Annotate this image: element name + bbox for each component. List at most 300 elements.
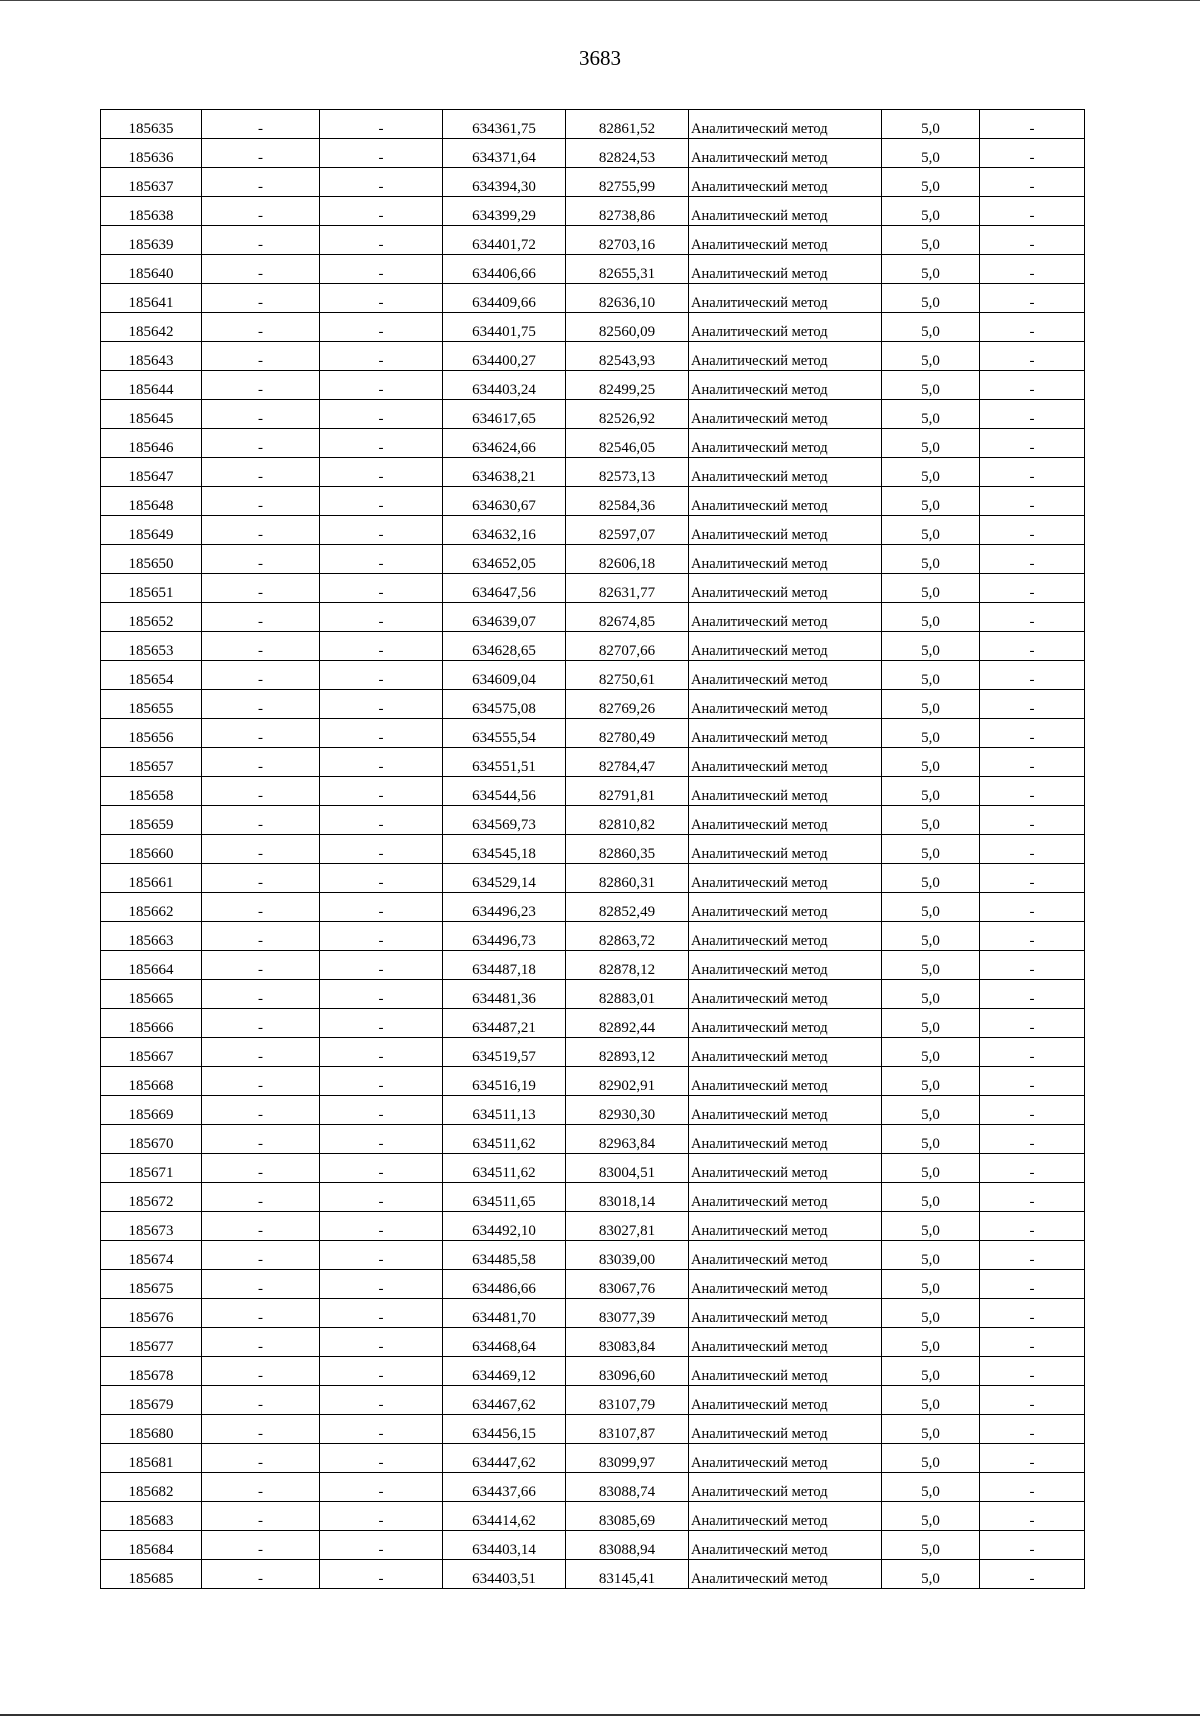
x-coordinate-cell: 634639,07 — [443, 603, 566, 632]
description-cell: - — [980, 1299, 1085, 1328]
x-coordinate-cell: 634403,24 — [443, 371, 566, 400]
table-row — [101, 458, 1085, 487]
x-coordinate-cell: 634361,75 — [443, 110, 566, 139]
description-cell: - — [980, 1357, 1085, 1386]
empty-x-cell: - — [202, 661, 320, 690]
x-coordinate-cell: 634628,65 — [443, 632, 566, 661]
table-row — [101, 951, 1085, 980]
table-row — [101, 284, 1085, 313]
y-coordinate-cell: 83039,00 — [566, 1241, 689, 1270]
method-cell: Аналитический метод — [689, 1125, 882, 1154]
table-row — [101, 255, 1085, 284]
coordinates-table-container — [100, 109, 1084, 1589]
x-coordinate-cell: 634437,66 — [443, 1473, 566, 1502]
point-number-cell: 185671 — [101, 1154, 202, 1183]
empty-y-cell: - — [320, 1009, 443, 1038]
empty-y-cell: - — [320, 1125, 443, 1154]
accuracy-cell: 5,0 — [882, 139, 980, 168]
accuracy-cell: 5,0 — [882, 980, 980, 1009]
empty-y-cell: - — [320, 139, 443, 168]
description-cell: - — [980, 777, 1085, 806]
point-number-cell: 185654 — [101, 661, 202, 690]
accuracy-cell: 5,0 — [882, 226, 980, 255]
empty-x-cell: - — [202, 1560, 320, 1589]
accuracy-cell: 5,0 — [882, 748, 980, 777]
point-number-cell: 185674 — [101, 1241, 202, 1270]
method-cell: Аналитический метод — [689, 342, 882, 371]
y-coordinate-cell: 83083,84 — [566, 1328, 689, 1357]
empty-x-cell: - — [202, 1009, 320, 1038]
table-row — [101, 632, 1085, 661]
accuracy-cell: 5,0 — [882, 1473, 980, 1502]
x-coordinate-cell: 634575,08 — [443, 690, 566, 719]
accuracy-cell: 5,0 — [882, 806, 980, 835]
point-number-cell: 185650 — [101, 545, 202, 574]
x-coordinate-cell: 634511,62 — [443, 1154, 566, 1183]
accuracy-cell: 5,0 — [882, 1096, 980, 1125]
table-row — [101, 1473, 1085, 1502]
y-coordinate-cell: 82769,26 — [566, 690, 689, 719]
x-coordinate-cell: 634401,75 — [443, 313, 566, 342]
method-cell: Аналитический метод — [689, 1241, 882, 1270]
table-row — [101, 1096, 1085, 1125]
accuracy-cell: 5,0 — [882, 487, 980, 516]
point-number-cell: 185669 — [101, 1096, 202, 1125]
point-number-cell: 185651 — [101, 574, 202, 603]
x-coordinate-cell: 634400,27 — [443, 342, 566, 371]
empty-y-cell: - — [320, 893, 443, 922]
table-row — [101, 226, 1085, 255]
empty-y-cell: - — [320, 922, 443, 951]
method-cell: Аналитический метод — [689, 139, 882, 168]
x-coordinate-cell: 634394,30 — [443, 168, 566, 197]
description-cell: - — [980, 284, 1085, 313]
x-coordinate-cell: 634632,16 — [443, 516, 566, 545]
description-cell: - — [980, 197, 1085, 226]
table-row — [101, 110, 1085, 139]
description-cell: - — [980, 748, 1085, 777]
empty-x-cell: - — [202, 1357, 320, 1386]
empty-y-cell: - — [320, 1154, 443, 1183]
y-coordinate-cell: 82636,10 — [566, 284, 689, 313]
method-cell: Аналитический метод — [689, 1444, 882, 1473]
x-coordinate-cell: 634399,29 — [443, 197, 566, 226]
accuracy-cell: 5,0 — [882, 313, 980, 342]
y-coordinate-cell: 82707,66 — [566, 632, 689, 661]
accuracy-cell: 5,0 — [882, 110, 980, 139]
empty-x-cell: - — [202, 1531, 320, 1560]
y-coordinate-cell: 82499,25 — [566, 371, 689, 400]
point-number-cell: 185684 — [101, 1531, 202, 1560]
description-cell: - — [980, 1560, 1085, 1589]
empty-y-cell: - — [320, 284, 443, 313]
empty-y-cell: - — [320, 545, 443, 574]
x-coordinate-cell: 634469,12 — [443, 1357, 566, 1386]
empty-y-cell: - — [320, 1270, 443, 1299]
empty-x-cell: - — [202, 255, 320, 284]
description-cell: - — [980, 864, 1085, 893]
point-number-cell: 185645 — [101, 400, 202, 429]
description-cell: - — [980, 1473, 1085, 1502]
accuracy-cell: 5,0 — [882, 1560, 980, 1589]
point-number-cell: 185685 — [101, 1560, 202, 1589]
table-row — [101, 1502, 1085, 1531]
empty-x-cell: - — [202, 342, 320, 371]
empty-x-cell: - — [202, 226, 320, 255]
empty-y-cell: - — [320, 255, 443, 284]
description-cell: - — [980, 1241, 1085, 1270]
accuracy-cell: 5,0 — [882, 1038, 980, 1067]
accuracy-cell: 5,0 — [882, 1299, 980, 1328]
x-coordinate-cell: 634516,19 — [443, 1067, 566, 1096]
empty-y-cell: - — [320, 1444, 443, 1473]
table-row — [101, 1241, 1085, 1270]
point-number-cell: 185639 — [101, 226, 202, 255]
point-number-cell: 185664 — [101, 951, 202, 980]
table-row — [101, 1212, 1085, 1241]
accuracy-cell: 5,0 — [882, 516, 980, 545]
y-coordinate-cell: 83088,94 — [566, 1531, 689, 1560]
description-cell: - — [980, 1154, 1085, 1183]
x-coordinate-cell: 634414,62 — [443, 1502, 566, 1531]
description-cell: - — [980, 1125, 1085, 1154]
point-number-cell: 185676 — [101, 1299, 202, 1328]
y-coordinate-cell: 82597,07 — [566, 516, 689, 545]
description-cell: - — [980, 1386, 1085, 1415]
empty-x-cell: - — [202, 1328, 320, 1357]
empty-x-cell: - — [202, 951, 320, 980]
table-body — [101, 110, 1085, 1589]
accuracy-cell: 5,0 — [882, 632, 980, 661]
method-cell: Аналитический метод — [689, 284, 882, 313]
y-coordinate-cell: 82780,49 — [566, 719, 689, 748]
point-number-cell: 185663 — [101, 922, 202, 951]
method-cell: Аналитический метод — [689, 1473, 882, 1502]
empty-y-cell: - — [320, 748, 443, 777]
empty-x-cell: - — [202, 545, 320, 574]
point-number-cell: 185653 — [101, 632, 202, 661]
point-number-cell: 185656 — [101, 719, 202, 748]
x-coordinate-cell: 634551,51 — [443, 748, 566, 777]
table-row — [101, 748, 1085, 777]
table-row — [101, 371, 1085, 400]
method-cell: Аналитический метод — [689, 1096, 882, 1125]
empty-x-cell: - — [202, 1241, 320, 1270]
accuracy-cell: 5,0 — [882, 922, 980, 951]
accuracy-cell: 5,0 — [882, 197, 980, 226]
method-cell: Аналитический метод — [689, 1299, 882, 1328]
empty-x-cell: - — [202, 864, 320, 893]
x-coordinate-cell: 634544,56 — [443, 777, 566, 806]
empty-x-cell: - — [202, 1444, 320, 1473]
x-coordinate-cell: 634487,18 — [443, 951, 566, 980]
empty-y-cell: - — [320, 980, 443, 1009]
empty-x-cell: - — [202, 690, 320, 719]
accuracy-cell: 5,0 — [882, 545, 980, 574]
x-coordinate-cell: 634456,15 — [443, 1415, 566, 1444]
empty-x-cell: - — [202, 1415, 320, 1444]
y-coordinate-cell: 82860,31 — [566, 864, 689, 893]
method-cell: Аналитический метод — [689, 487, 882, 516]
y-coordinate-cell: 82930,30 — [566, 1096, 689, 1125]
point-number-cell: 185666 — [101, 1009, 202, 1038]
empty-x-cell: - — [202, 777, 320, 806]
description-cell: - — [980, 661, 1085, 690]
y-coordinate-cell: 82526,92 — [566, 400, 689, 429]
description-cell: - — [980, 1531, 1085, 1560]
point-number-cell: 185648 — [101, 487, 202, 516]
accuracy-cell: 5,0 — [882, 342, 980, 371]
table-row — [101, 661, 1085, 690]
method-cell: Аналитический метод — [689, 980, 882, 1009]
point-number-cell: 185668 — [101, 1067, 202, 1096]
point-number-cell: 185660 — [101, 835, 202, 864]
method-cell: Аналитический метод — [689, 1502, 882, 1531]
method-cell: Аналитический метод — [689, 197, 882, 226]
y-coordinate-cell: 82852,49 — [566, 893, 689, 922]
empty-x-cell: - — [202, 1038, 320, 1067]
table-row — [101, 864, 1085, 893]
method-cell: Аналитический метод — [689, 835, 882, 864]
method-cell: Аналитический метод — [689, 1038, 882, 1067]
description-cell: - — [980, 1067, 1085, 1096]
description-cell: - — [980, 226, 1085, 255]
description-cell: - — [980, 168, 1085, 197]
accuracy-cell: 5,0 — [882, 603, 980, 632]
empty-y-cell: - — [320, 574, 443, 603]
empty-y-cell: - — [320, 719, 443, 748]
accuracy-cell: 5,0 — [882, 1154, 980, 1183]
method-cell: Аналитический метод — [689, 806, 882, 835]
table-row — [101, 313, 1085, 342]
empty-y-cell: - — [320, 632, 443, 661]
empty-x-cell: - — [202, 139, 320, 168]
y-coordinate-cell: 82573,13 — [566, 458, 689, 487]
empty-y-cell: - — [320, 1299, 443, 1328]
table-row — [101, 342, 1085, 371]
x-coordinate-cell: 634403,14 — [443, 1531, 566, 1560]
x-coordinate-cell: 634467,62 — [443, 1386, 566, 1415]
description-cell: - — [980, 342, 1085, 371]
y-coordinate-cell: 82893,12 — [566, 1038, 689, 1067]
point-number-cell: 185640 — [101, 255, 202, 284]
empty-y-cell: - — [320, 516, 443, 545]
table-row — [101, 1009, 1085, 1038]
empty-y-cell: - — [320, 1357, 443, 1386]
accuracy-cell: 5,0 — [882, 1212, 980, 1241]
point-number-cell: 185655 — [101, 690, 202, 719]
method-cell: Аналитический метод — [689, 748, 882, 777]
empty-y-cell: - — [320, 313, 443, 342]
empty-y-cell: - — [320, 1241, 443, 1270]
empty-x-cell: - — [202, 1125, 320, 1154]
table-row — [101, 1444, 1085, 1473]
point-number-cell: 185638 — [101, 197, 202, 226]
method-cell: Аналитический метод — [689, 1357, 882, 1386]
description-cell: - — [980, 516, 1085, 545]
y-coordinate-cell: 82738,86 — [566, 197, 689, 226]
x-coordinate-cell: 634468,64 — [443, 1328, 566, 1357]
page-number: 3683 — [579, 46, 621, 70]
y-coordinate-cell: 82892,44 — [566, 1009, 689, 1038]
method-cell: Аналитический метод — [689, 313, 882, 342]
x-coordinate-cell: 634630,67 — [443, 487, 566, 516]
point-number-cell: 185675 — [101, 1270, 202, 1299]
accuracy-cell: 5,0 — [882, 690, 980, 719]
empty-x-cell: - — [202, 1270, 320, 1299]
empty-x-cell: - — [202, 1183, 320, 1212]
method-cell: Аналитический метод — [689, 458, 882, 487]
table-row — [101, 603, 1085, 632]
description-cell: - — [980, 806, 1085, 835]
empty-x-cell: - — [202, 835, 320, 864]
description-cell: - — [980, 429, 1085, 458]
empty-x-cell: - — [202, 313, 320, 342]
x-coordinate-cell: 634496,73 — [443, 922, 566, 951]
method-cell: Аналитический метод — [689, 545, 882, 574]
empty-x-cell: - — [202, 1154, 320, 1183]
y-coordinate-cell: 82750,61 — [566, 661, 689, 690]
method-cell: Аналитический метод — [689, 226, 882, 255]
y-coordinate-cell: 82902,91 — [566, 1067, 689, 1096]
method-cell: Аналитический метод — [689, 1270, 882, 1299]
empty-y-cell: - — [320, 371, 443, 400]
empty-y-cell: - — [320, 1386, 443, 1415]
accuracy-cell: 5,0 — [882, 1125, 980, 1154]
point-number-cell: 185662 — [101, 893, 202, 922]
table-row — [101, 197, 1085, 226]
description-cell: - — [980, 980, 1085, 1009]
x-coordinate-cell: 634486,66 — [443, 1270, 566, 1299]
x-coordinate-cell: 634511,13 — [443, 1096, 566, 1125]
point-number-cell: 185659 — [101, 806, 202, 835]
description-cell: - — [980, 458, 1085, 487]
accuracy-cell: 5,0 — [882, 400, 980, 429]
x-coordinate-cell: 634485,58 — [443, 1241, 566, 1270]
empty-y-cell: - — [320, 1067, 443, 1096]
method-cell: Аналитический метод — [689, 603, 882, 632]
method-cell: Аналитический метод — [689, 1415, 882, 1444]
empty-y-cell: - — [320, 603, 443, 632]
table-row — [101, 516, 1085, 545]
point-number-cell: 185683 — [101, 1502, 202, 1531]
empty-x-cell: - — [202, 1502, 320, 1531]
accuracy-cell: 5,0 — [882, 1328, 980, 1357]
empty-x-cell: - — [202, 574, 320, 603]
accuracy-cell: 5,0 — [882, 1415, 980, 1444]
description-cell: - — [980, 719, 1085, 748]
description-cell: - — [980, 1444, 1085, 1473]
table-row — [101, 1183, 1085, 1212]
empty-x-cell: - — [202, 719, 320, 748]
point-number-cell: 185642 — [101, 313, 202, 342]
accuracy-cell: 5,0 — [882, 893, 980, 922]
x-coordinate-cell: 634371,64 — [443, 139, 566, 168]
y-coordinate-cell: 82883,01 — [566, 980, 689, 1009]
method-cell: Аналитический метод — [689, 922, 882, 951]
description-cell: - — [980, 400, 1085, 429]
y-coordinate-cell: 82560,09 — [566, 313, 689, 342]
empty-y-cell: - — [320, 487, 443, 516]
x-coordinate-cell: 634406,66 — [443, 255, 566, 284]
method-cell: Аналитический метод — [689, 690, 882, 719]
y-coordinate-cell: 83067,76 — [566, 1270, 689, 1299]
table-row — [101, 1154, 1085, 1183]
accuracy-cell: 5,0 — [882, 864, 980, 893]
x-coordinate-cell: 634647,56 — [443, 574, 566, 603]
table-row — [101, 1560, 1085, 1589]
empty-x-cell: - — [202, 922, 320, 951]
table-row — [101, 400, 1085, 429]
point-number-cell: 185672 — [101, 1183, 202, 1212]
empty-y-cell: - — [320, 429, 443, 458]
table-row — [101, 1299, 1085, 1328]
table-row — [101, 1531, 1085, 1560]
coordinates-table — [100, 109, 1085, 1589]
accuracy-cell: 5,0 — [882, 1386, 980, 1415]
accuracy-cell: 5,0 — [882, 1183, 980, 1212]
x-coordinate-cell: 634529,14 — [443, 864, 566, 893]
description-cell: - — [980, 1212, 1085, 1241]
point-number-cell: 185636 — [101, 139, 202, 168]
accuracy-cell: 5,0 — [882, 458, 980, 487]
accuracy-cell: 5,0 — [882, 777, 980, 806]
table-row — [101, 1270, 1085, 1299]
y-coordinate-cell: 82824,53 — [566, 139, 689, 168]
description-cell: - — [980, 545, 1085, 574]
y-coordinate-cell: 82655,31 — [566, 255, 689, 284]
table-row — [101, 574, 1085, 603]
table-row — [101, 1067, 1085, 1096]
method-cell: Аналитический метод — [689, 429, 882, 458]
description-cell: - — [980, 1415, 1085, 1444]
x-coordinate-cell: 634545,18 — [443, 835, 566, 864]
point-number-cell: 185657 — [101, 748, 202, 777]
empty-x-cell: - — [202, 1096, 320, 1125]
empty-x-cell: - — [202, 400, 320, 429]
method-cell: Аналитический метод — [689, 893, 882, 922]
description-cell: - — [980, 1096, 1085, 1125]
x-coordinate-cell: 634492,10 — [443, 1212, 566, 1241]
x-coordinate-cell: 634511,65 — [443, 1183, 566, 1212]
accuracy-cell: 5,0 — [882, 1067, 980, 1096]
method-cell: Аналитический метод — [689, 574, 882, 603]
accuracy-cell: 5,0 — [882, 835, 980, 864]
y-coordinate-cell: 83107,87 — [566, 1415, 689, 1444]
description-cell: - — [980, 1502, 1085, 1531]
point-number-cell: 185681 — [101, 1444, 202, 1473]
description-cell: - — [980, 1183, 1085, 1212]
accuracy-cell: 5,0 — [882, 371, 980, 400]
point-number-cell: 185667 — [101, 1038, 202, 1067]
empty-x-cell: - — [202, 806, 320, 835]
y-coordinate-cell: 83096,60 — [566, 1357, 689, 1386]
description-cell: - — [980, 690, 1085, 719]
method-cell: Аналитический метод — [689, 1067, 882, 1096]
empty-y-cell: - — [320, 1183, 443, 1212]
empty-x-cell: - — [202, 1386, 320, 1415]
method-cell: Аналитический метод — [689, 400, 882, 429]
empty-y-cell: - — [320, 1212, 443, 1241]
empty-x-cell: - — [202, 487, 320, 516]
x-coordinate-cell: 634624,66 — [443, 429, 566, 458]
point-number-cell: 185678 — [101, 1357, 202, 1386]
point-number-cell: 185673 — [101, 1212, 202, 1241]
x-coordinate-cell: 634409,66 — [443, 284, 566, 313]
y-coordinate-cell: 82584,36 — [566, 487, 689, 516]
point-number-cell: 185641 — [101, 284, 202, 313]
method-cell: Аналитический метод — [689, 1386, 882, 1415]
